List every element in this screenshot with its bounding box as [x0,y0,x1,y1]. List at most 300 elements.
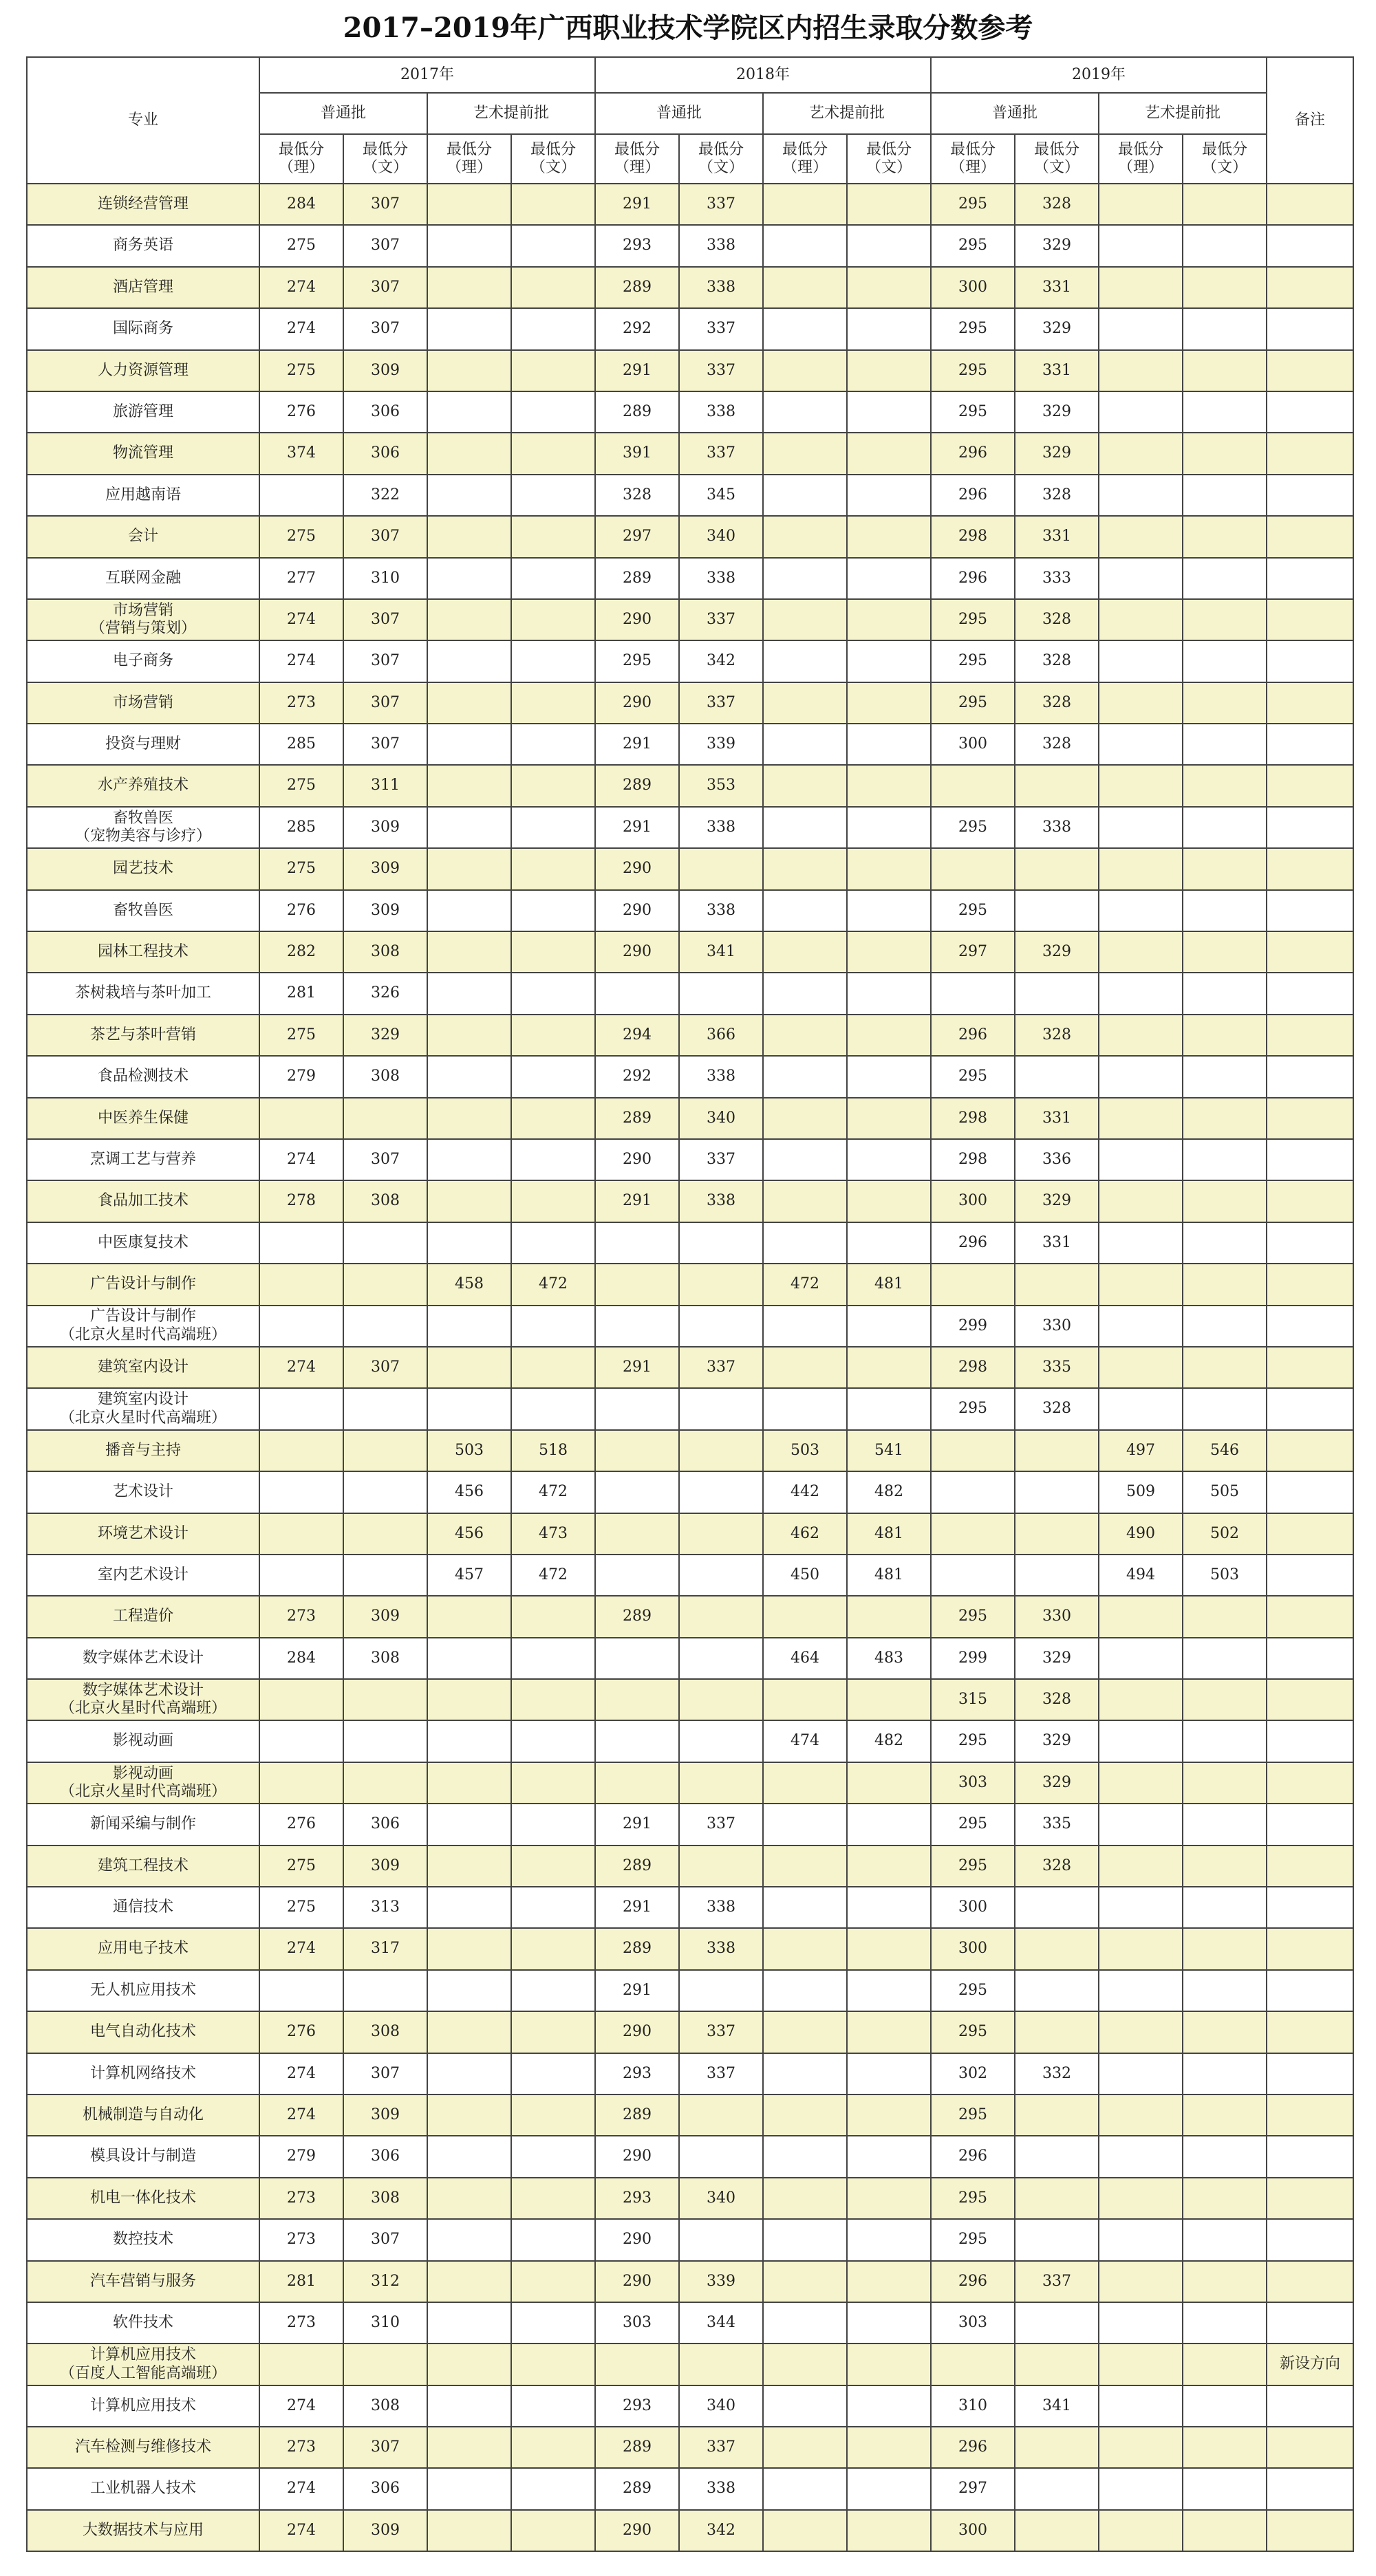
score-cell: 292 [595,1056,679,1097]
major-name-cell: 食品加工技术 [27,1180,259,1222]
score-cell [847,2053,931,2095]
score-cell: 295 [931,350,1015,391]
table-row [27,2427,1353,2468]
header-remark: 备注 [1267,57,1353,184]
score-cell [1183,1638,1267,1679]
table-row [27,225,1353,266]
score-cell: 338 [679,558,763,599]
score-cell [763,2510,847,2551]
score-cell: 333 [1015,558,1099,599]
score-cell: 290 [595,848,679,889]
score-cell [1015,2427,1099,2468]
score-cell: 289 [595,391,679,433]
header-year-2018: 2018年 [595,57,931,93]
score-cell [1183,350,1267,391]
table-row [27,2385,1353,2427]
score-cell: 342 [679,640,763,682]
score-cell [511,267,595,308]
score-cell: 353 [679,765,763,806]
score-cell [427,350,511,391]
score-cell: 274 [259,1928,343,1969]
score-cell: 456 [427,1471,511,1513]
score-cell [511,1804,595,1845]
table-row [27,2136,1353,2177]
score-cell [1015,2344,1099,2385]
score-cell: 328 [1015,475,1099,516]
score-cell [427,599,511,640]
score-cell [763,848,847,889]
score-cell [847,765,931,806]
score-cell [1099,807,1183,848]
score-cell: 309 [343,1846,427,1887]
score-cell: 273 [259,2219,343,2260]
major-name-cell: 影视动画 （北京火星时代高端班） [27,1762,259,1804]
score-cell [511,475,595,516]
score-cell [847,973,931,1014]
score-cell [511,973,595,1014]
score-cell: 300 [931,1887,1015,1928]
score-cell: 331 [1015,1222,1099,1264]
score-cell: 518 [511,1430,595,1471]
score-cell [1099,2261,1183,2302]
score-cell: 298 [931,1139,1015,1180]
header-year-2019: 2019年 [931,57,1267,93]
score-cell: 337 [679,2053,763,2095]
score-cell: 337 [679,1139,763,1180]
header-min-score-science: 最低分 （理） [259,134,343,184]
table-row [27,1679,1353,1720]
remark-cell [1267,890,1353,931]
score-cell: 329 [1015,1180,1099,1222]
score-cell [427,308,511,349]
score-cell [763,2178,847,2219]
header-major: 专业 [27,57,259,184]
score-cell [511,2219,595,2260]
score-cell [1183,308,1267,349]
score-cell [1183,1804,1267,1845]
score-cell [763,1180,847,1222]
score-cell [1183,724,1267,765]
table-row [27,2095,1353,2136]
remark-cell [1267,2261,1353,2302]
score-cell: 309 [343,1596,427,1637]
table-row [27,2302,1353,2344]
table-row [27,724,1353,765]
score-cell: 273 [259,1596,343,1637]
table-row [27,2011,1353,2053]
score-cell [511,1139,595,1180]
score-cell [1099,2136,1183,2177]
score-cell [427,1638,511,1679]
score-cell [343,1762,427,1804]
table-row [27,308,1353,349]
score-cell: 307 [343,225,427,266]
score-cell [763,558,847,599]
score-cell: 338 [679,1056,763,1097]
score-cell [427,765,511,806]
score-cell [763,2011,847,2053]
score-cell: 328 [1015,682,1099,724]
score-cell [259,1970,343,2011]
score-cell [763,931,847,973]
score-cell [1183,1347,1267,1388]
score-cell: 328 [1015,1679,1099,1720]
score-cell [259,1222,343,1264]
score-cell: 317 [343,1928,427,1969]
score-cell: 299 [931,1306,1015,1347]
score-cell [847,599,931,640]
score-cell [847,848,931,889]
remark-cell [1267,2302,1353,2344]
score-cell [763,2427,847,2468]
score-cell [595,1264,679,1305]
score-cell: 296 [931,433,1015,474]
score-cell [1099,1762,1183,1804]
score-cell: 307 [343,516,427,557]
major-name-cell: 无人机应用技术 [27,1970,259,2011]
score-cell [511,1098,595,1139]
score-cell [511,2427,595,2468]
score-cell [427,1846,511,1887]
score-cell [847,1015,931,1056]
score-cell [1099,1596,1183,1637]
score-cell [511,2011,595,2053]
score-cell [763,1887,847,1928]
header-min-score-science: 最低分 （理） [595,134,679,184]
remark-cell [1267,1804,1353,1845]
score-cell: 289 [595,1928,679,1969]
score-cell: 274 [259,640,343,682]
score-cell [511,1887,595,1928]
major-name-cell: 工业机器人技术 [27,2468,259,2509]
score-cell: 298 [931,516,1015,557]
remark-cell [1267,765,1353,806]
major-name-cell: 软件技术 [27,2302,259,2344]
score-cell [763,433,847,474]
score-cell: 274 [259,267,343,308]
score-cell [679,1513,763,1555]
major-name-cell: 食品检测技术 [27,1056,259,1097]
score-cell: 277 [259,558,343,599]
header-min-score-science: 最低分 （理） [763,134,847,184]
score-cell [1183,475,1267,516]
score-cell: 490 [1099,1513,1183,1555]
score-cell: 341 [679,931,763,973]
score-cell [679,1430,763,1471]
remark-cell [1267,1347,1353,1388]
score-cell [1183,558,1267,599]
score-cell [1183,267,1267,308]
score-cell [931,765,1015,806]
score-cell [427,433,511,474]
score-cell [1099,2468,1183,2509]
score-cell [763,1388,847,1429]
score-cell [511,558,595,599]
major-name-cell: 通信技术 [27,1887,259,1928]
major-name-cell: 计算机应用技术 （百度人工智能高端班） [27,2344,259,2385]
score-cell [679,2095,763,2136]
score-cell [1015,1471,1099,1513]
score-cell: 307 [343,1139,427,1180]
score-cell [427,1887,511,1928]
score-cell [931,1430,1015,1471]
table-row [27,184,1353,225]
score-cell [847,2136,931,2177]
score-cell: 307 [343,2219,427,2260]
score-cell [427,2178,511,2219]
score-cell [763,2053,847,2095]
score-cell: 306 [343,391,427,433]
score-cell: 307 [343,682,427,724]
score-cell: 310 [931,2385,1015,2427]
score-cell [595,1762,679,1804]
remark-cell [1267,1180,1353,1222]
table-row [27,391,1353,433]
score-cell: 295 [931,1804,1015,1845]
score-cell [1183,1306,1267,1347]
score-cell [679,2219,763,2260]
table-row [27,475,1353,516]
score-cell [427,1970,511,2011]
score-cell: 308 [343,2011,427,2053]
score-cell [763,350,847,391]
header-min-score-science: 最低分 （理） [1099,134,1183,184]
score-cell [763,1056,847,1097]
score-cell [511,1347,595,1388]
score-cell: 337 [679,2427,763,2468]
score-cell: 289 [595,267,679,308]
score-cell [427,1804,511,1845]
score-cell [427,1679,511,1720]
score-cell [427,516,511,557]
major-name-cell: 环境艺术设计 [27,1513,259,1555]
score-cell: 297 [931,931,1015,973]
score-cell [847,2385,931,2427]
score-cell [847,2302,931,2344]
score-cell: 281 [259,973,343,1014]
remark-cell [1267,2011,1353,2053]
score-cell [595,1513,679,1555]
score-cell [847,391,931,433]
score-cell: 313 [343,1887,427,1928]
score-cell: 338 [679,267,763,308]
score-cell: 311 [343,765,427,806]
major-name-cell: 市场营销 （营销与策划） [27,599,259,640]
score-cell: 291 [595,724,679,765]
score-cell: 290 [595,2136,679,2177]
score-cell [1183,1887,1267,1928]
major-name-cell: 室内艺术设计 [27,1555,259,1596]
score-cell [343,1720,427,1762]
score-cell: 292 [595,308,679,349]
remark-cell [1267,640,1353,682]
score-cell: 338 [679,807,763,848]
major-name-cell: 建筑工程技术 [27,1846,259,1887]
score-cell [763,890,847,931]
score-cell [1099,1098,1183,1139]
score-cell [847,1388,931,1429]
score-cell: 295 [931,1056,1015,1097]
score-cell [595,1430,679,1471]
score-cell [427,2136,511,2177]
score-cell [847,1679,931,1720]
score-cell [1099,1264,1183,1305]
score-cell: 279 [259,2136,343,2177]
score-cell [1099,1139,1183,1180]
score-cell: 295 [931,807,1015,848]
table-row [27,807,1353,848]
score-cell: 284 [259,1638,343,1679]
score-cell: 328 [1015,1846,1099,1887]
header-min-score-arts: 最低分 （文） [343,134,427,184]
score-cell [1183,973,1267,1014]
score-cell [1099,184,1183,225]
score-cell: 290 [595,1139,679,1180]
score-cell: 337 [1015,2261,1099,2302]
remark-cell [1267,1098,1353,1139]
score-cell [763,2385,847,2427]
score-cell [1099,1638,1183,1679]
score-cell [1183,2427,1267,2468]
score-cell [511,724,595,765]
score-cell: 310 [343,558,427,599]
score-cell [931,1264,1015,1305]
score-cell [595,973,679,1014]
score-cell: 341 [1015,2385,1099,2427]
score-cell [1099,890,1183,931]
score-cell [1099,2095,1183,2136]
score-cell: 329 [1015,433,1099,474]
score-cell [1099,1846,1183,1887]
score-cell [1099,1222,1183,1264]
table-row [27,1430,1353,1471]
score-cell: 307 [343,599,427,640]
score-cell: 336 [1015,1139,1099,1180]
score-cell: 300 [931,1180,1015,1222]
major-name-cell: 模具设计与制造 [27,2136,259,2177]
score-cell [595,1471,679,1513]
score-cell [511,2385,595,2427]
score-cell: 293 [595,2385,679,2427]
score-cell: 306 [343,433,427,474]
score-cell: 339 [679,724,763,765]
score-cell [1099,2053,1183,2095]
score-cell [1099,225,1183,266]
score-cell [343,2344,427,2385]
score-cell [763,1098,847,1139]
score-cell: 291 [595,1347,679,1388]
score-cell: 474 [763,1720,847,1762]
table-row [27,1471,1353,1513]
score-cell: 291 [595,1804,679,1845]
score-cell: 289 [595,1596,679,1637]
score-cell [427,2344,511,2385]
major-name-cell: 电气自动化技术 [27,2011,259,2053]
score-cell [343,1970,427,2011]
score-cell [259,1430,343,1471]
score-cell [1183,1846,1267,1887]
score-cell: 289 [595,2427,679,2468]
score-cell [847,1846,931,1887]
score-cell [847,1970,931,2011]
score-cell [427,2510,511,2551]
score-cell [679,1264,763,1305]
score-cell: 295 [931,640,1015,682]
score-cell: 289 [595,1846,679,1887]
remark-cell [1267,931,1353,973]
score-cell [763,1596,847,1637]
remark-cell [1267,1430,1353,1471]
score-cell: 295 [595,640,679,682]
major-name-cell: 国际商务 [27,308,259,349]
score-cell [1015,2011,1099,2053]
score-cell: 276 [259,391,343,433]
score-cell: 472 [763,1264,847,1305]
score-cell: 274 [259,2095,343,2136]
score-cell: 374 [259,433,343,474]
score-cell [847,931,931,973]
score-cell: 337 [679,184,763,225]
score-cell: 295 [931,1846,1015,1887]
score-cell [1099,1056,1183,1097]
score-cell: 330 [1015,1596,1099,1637]
remark-cell: 新设方向 [1267,2344,1353,2385]
score-cell: 291 [595,1970,679,2011]
score-cell: 297 [931,2468,1015,2509]
table-row [27,1222,1353,1264]
score-cell: 290 [595,2219,679,2260]
score-cell [595,2344,679,2385]
remark-cell [1267,973,1353,1014]
score-cell [511,848,595,889]
major-name-cell: 广告设计与制作 （北京火星时代高端班） [27,1306,259,1347]
score-cell [679,848,763,889]
major-name-cell: 数控技术 [27,2219,259,2260]
score-cell [427,2385,511,2427]
score-cell [427,1720,511,1762]
score-cell [511,1846,595,1887]
score-cell: 472 [511,1555,595,1596]
score-cell: 294 [595,1015,679,1056]
header-min-score-arts: 最低分 （文） [511,134,595,184]
table-row [27,2219,1353,2260]
score-cell: 307 [343,2427,427,2468]
score-cell [259,1388,343,1429]
score-cell [1099,350,1183,391]
score-cell: 282 [259,931,343,973]
score-cell [259,1720,343,1762]
score-cell: 295 [931,1388,1015,1429]
score-cell: 315 [931,1679,1015,1720]
score-cell [847,807,931,848]
score-cell [1015,1928,1099,1969]
score-cell: 308 [343,2178,427,2219]
score-cell [847,1056,931,1097]
remark-cell [1267,1139,1353,1180]
score-cell: 278 [259,1180,343,1222]
remark-cell [1267,1596,1353,1637]
score-cell: 391 [595,433,679,474]
score-cell [343,1471,427,1513]
score-cell [931,1471,1015,1513]
score-cell [847,1928,931,1969]
score-cell [763,1347,847,1388]
score-cell: 482 [847,1471,931,1513]
score-cell: 303 [931,1762,1015,1804]
score-cell: 295 [931,2095,1015,2136]
score-cell: 505 [1183,1471,1267,1513]
score-cell [847,1596,931,1637]
